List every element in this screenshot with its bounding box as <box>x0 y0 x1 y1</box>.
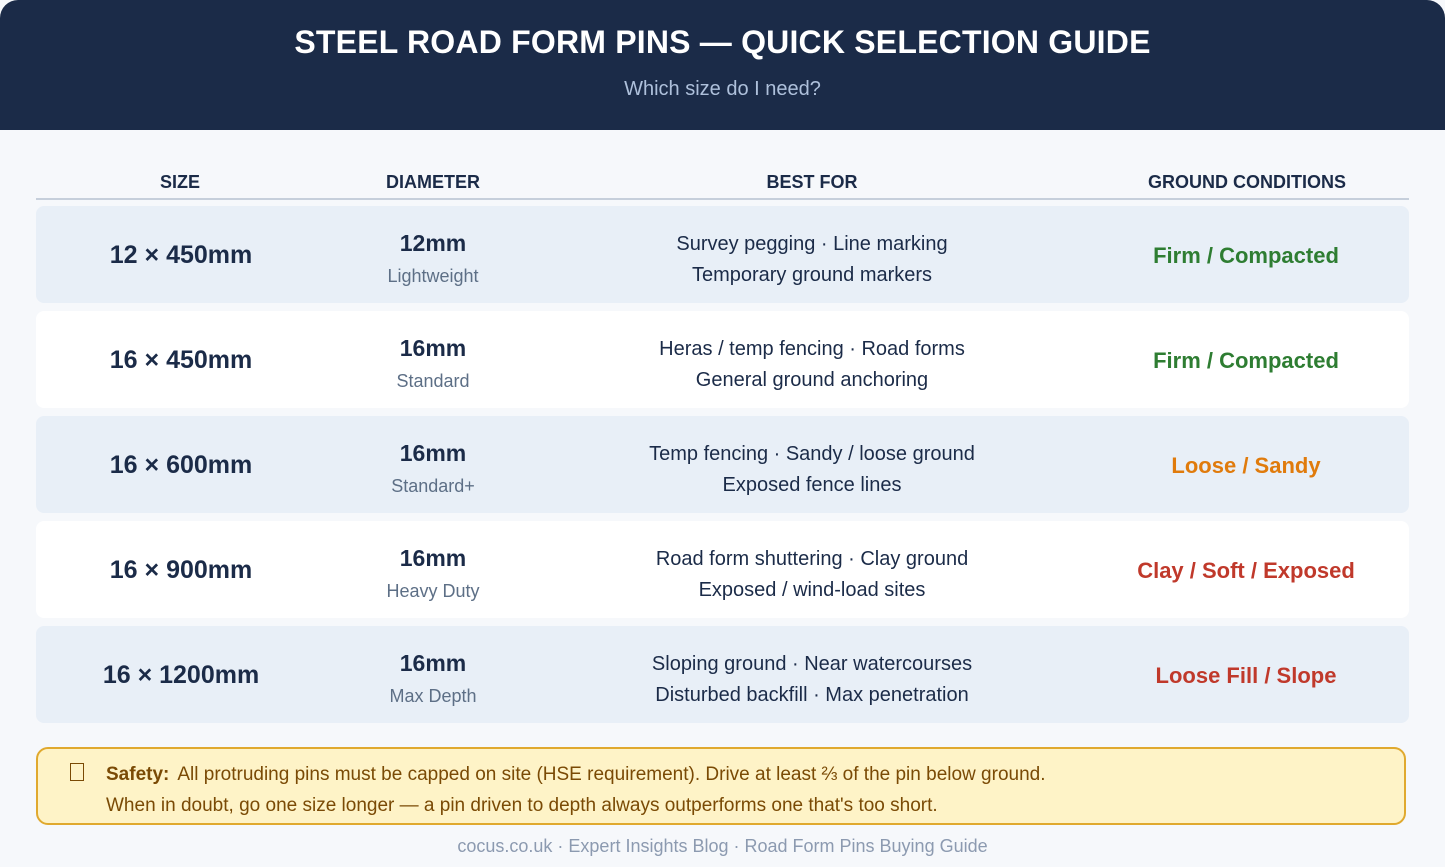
diameter-cell: 16mm <box>399 440 467 466</box>
ground-conditions-cell: Loose / Sandy <box>1171 453 1321 478</box>
column-header-size: SIZE <box>159 172 200 192</box>
table-row <box>36 521 1409 618</box>
weight-class-cell: Max Depth <box>389 686 477 706</box>
diameter-cell: 16mm <box>399 335 467 361</box>
best-for-line-2: General ground anchoring <box>695 369 929 391</box>
weight-class-cell: Standard <box>396 371 470 391</box>
weight-class-cell: Standard+ <box>391 476 475 496</box>
best-for-line-1: Road form shuttering · Clay ground <box>655 548 969 570</box>
size-cell: 16 × 600mm <box>109 451 253 479</box>
best-for-line-1: Survey pegging · Line marking <box>676 233 948 255</box>
safety-line-2: When in doubt, go one size longer — a pin driven to depth always outperforms one that's too short. <box>106 795 938 816</box>
diameter-cell: 12mm <box>399 230 467 256</box>
safety-callout <box>36 747 1406 825</box>
column-header-diameter: DIAMETER <box>386 172 480 192</box>
size-cell: 16 × 900mm <box>109 556 253 584</box>
best-for-line-1: Sloping ground · Near watercourses <box>651 653 973 675</box>
weight-class-cell: Lightweight <box>387 266 479 286</box>
column-header-best-for: BEST FOR <box>766 172 858 192</box>
column-header-ground-conditions: GROUND CONDITIONS <box>1148 172 1346 192</box>
best-for-line-1: Heras / temp fencing · Road forms <box>659 338 965 360</box>
table-row <box>36 206 1409 303</box>
header-divider <box>36 198 1409 200</box>
table-row <box>36 626 1409 723</box>
diameter-cell: 16mm <box>399 545 467 571</box>
guide-header <box>0 0 1445 130</box>
safety-label: Safety: <box>106 764 170 785</box>
size-cell: 12 × 450mm <box>109 241 253 269</box>
ground-conditions-cell: Clay / Soft / Exposed <box>1137 558 1355 583</box>
size-cell: 16 × 1200mm <box>102 661 260 689</box>
best-for-line-1: Temp fencing · Sandy / loose ground <box>649 443 975 465</box>
diameter-cell: 16mm <box>399 650 467 676</box>
best-for-line-2: Exposed / wind-load sites <box>698 579 926 601</box>
table-row <box>36 311 1409 408</box>
best-for-line-2: Temporary ground markers <box>691 264 933 286</box>
safety-text-1: All protruding pins must be capped on site (HSE requirement). Drive at least ⅔ of the pin below ground. <box>177 764 1046 785</box>
best-for-line-2: Disturbed backfill · Max penetration <box>655 684 969 706</box>
page-subtitle: Which size do I need? <box>624 78 821 100</box>
table-row <box>36 416 1409 513</box>
footer-credit: cocus.co.uk · Expert Insights Blog · Road Form Pins Buying Guide <box>457 836 988 856</box>
ground-conditions-cell: Loose Fill / Slope <box>1155 663 1337 688</box>
best-for-line-2: Exposed fence lines <box>722 474 902 496</box>
size-cell: 16 × 450mm <box>109 346 253 374</box>
ground-conditions-cell: Firm / Compacted <box>1153 243 1339 268</box>
page-title: STEEL ROAD FORM PINS — QUICK SELECTION GUIDE <box>294 24 1151 60</box>
safety-line-1 <box>106 764 1046 786</box>
ground-conditions-cell: Firm / Compacted <box>1153 348 1339 373</box>
weight-class-cell: Heavy Duty <box>386 581 480 601</box>
warning-icon <box>70 763 84 781</box>
